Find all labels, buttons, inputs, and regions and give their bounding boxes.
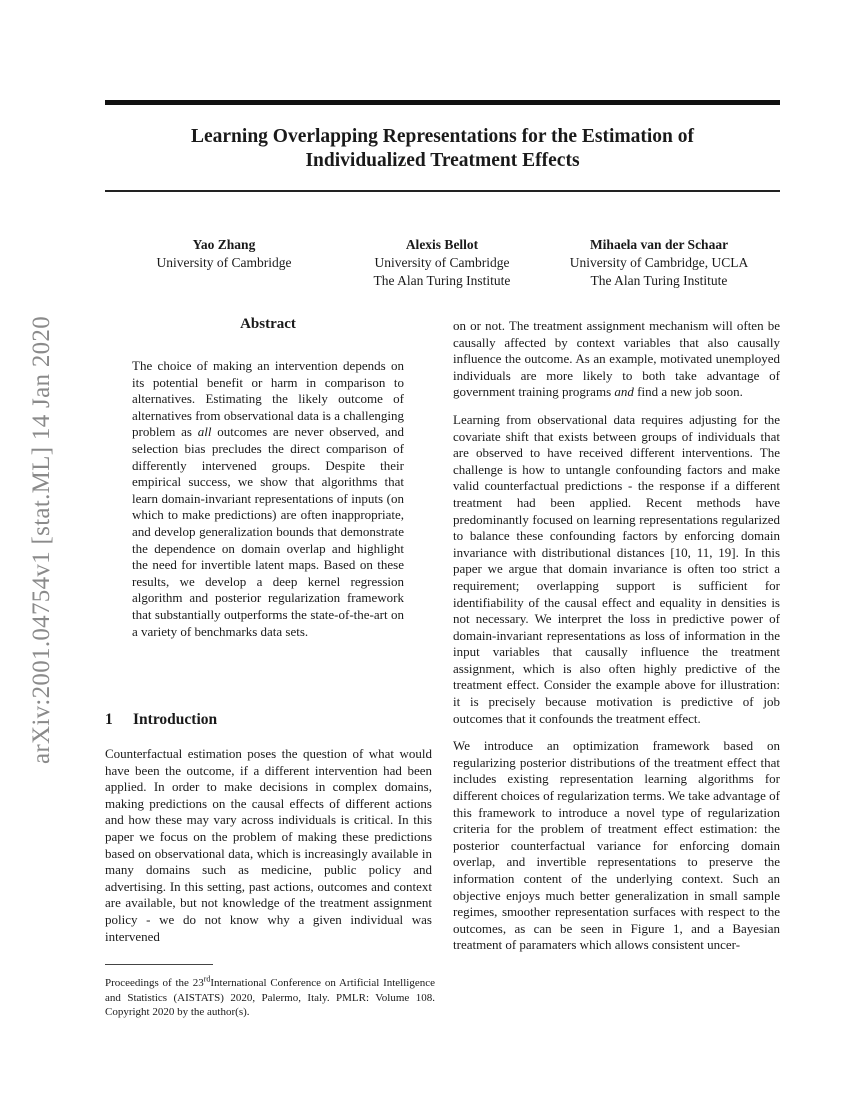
footnote-superscript: rd [203,974,211,984]
author-affiliation: University of Cambridge [156,255,292,270]
author-affiliation: The Alan Turing Institute [373,273,511,288]
author-block-2 [355,236,529,290]
section-heading-introduction [105,711,217,729]
author-name: Alexis Bellot [405,237,479,252]
intro-paragraph: Counterfactual estimation poses the question of what would have been the outcome, if a different intervention had been applied. In order to make decisions in complex domains, making predictions on the causal effects of different actions and how these may vary across individuals is critical. In this paper we focus on the problem of making these predictions based on observational data, which is increasingly available in many domains such as medicine, public policy and advertising. In this setting, past actions, outcomes and context are available, but not knowledge of the treatment assignment policy - we do not know why a given individual was intervened [105,746,432,944]
abstract-text-part: outcomes are never observed, and selection bias precludes the direct comparison of differently intervened groups. Despite their empirical success, we show that algorithms that learn domain-invariant representations of inputs (on which to make predictions) are often inappropriate, and develop generalization bounds that demonstrate the dependence on domain overlap and highlight the need for invertible latent maps. Based on these results, we develop a deep kernel regression algorithm and posterior regularization framework that substantially outperforms the state-of-the-art on a variety of benchmarks data sets. [132,424,405,639]
body-paragraph: We introduce an optimization framework based on regularizing posterior distributions of the treatment effect that includes existing representation learning algorithms for different choices of regularization terms. We take advantage of this framework to introduce a novel type of regularization criteria for the problem of treatment effect estimation: the posterior counterfactual variance for enforcing domain overlap, and invertible representations to preserve the information content of the underlying context. Such an objective enjoys much better generalization in small sample regimes, smoother representation surfaces with respect to the outcomes, as can be seen in Figure 1, and a Bayesian treatment of paramaters which allows consistent uncer- [453,738,780,953]
footnote-text: Proceedings of the 23 [105,977,204,989]
abstract-emphasis: all [197,424,212,440]
author-affiliation: University of Cambridge [374,255,510,270]
title-line-1: Learning Overlapping Representations for the Estimation of [190,126,695,147]
body-paragraph: Learning from observational data requires adjusting for the covariate shift that exists between groups of individuals that are observed to have received different interventions. The challenge is how to untangle confounding factors and make valid counterfactual predictions - the response if a different treatment had been applied. Recent methods have predominantly focused on learning representations regularized to balance these confounding factors by enforcing domain invariance with distributional distances [10, 11, 19]. In this paper we argue that domain invariance is often too strict a requirement; overlapping support is sufficient for identifiability of the causal effect and equality in densities is not necessary. We interpret the loss in predictive power of domain-invariant representations as loss of information in the input variables that causally influence the treatment assignment, which is also often highly predictive of the treatment effect. Consider the example above for illustration: it is precisely because motivation is predictive of job outcomes that it confounds the treatment effect. [453,411,780,726]
arxiv-identifier: arXiv:2001.04754v1 [stat.ML] 14 Jan 2020 [28,315,55,765]
section-number: 1 [105,711,113,728]
body-emphasis: and [614,384,634,400]
section-title: Introduction [133,711,218,728]
title-top-rule [105,100,780,105]
author-affiliation: The Alan Turing Institute [590,273,728,288]
author-name: Mihaela van der Schaar [589,237,729,252]
footnote-rule [105,964,213,965]
author-affiliation: University of Cambridge, UCLA [569,255,749,270]
title-line-2: Individualized Treatment Effects [305,150,580,171]
right-column [453,318,780,965]
footnote-text: International Conference on Artificial Intelligence and Statistics (AISTATS) 2020, Palermo, Italy. PMLR: Volume 108. Copyright 2020 by the author(s). [105,977,435,1018]
body-text: on or not. The treatment assignment mechanism will often be causally affected by context variables that also causally influence the outcome. As an example, motivated unemployed individuals are more likely to both take advantage of government training programs [453,318,780,400]
body-text: find a new job soon. [633,384,743,400]
author-block-3 [556,236,762,290]
abstract-text [132,358,404,640]
abstract-text-part: The choice of making an intervention depends on its potential benefit or harm in comparison to alternatives. Estimating the likely outcome of alternatives from observational data is a challenging problem as [132,358,404,440]
author-name: Yao Zhang [192,237,256,252]
paper-title [105,125,780,173]
body-paragraph [453,318,780,401]
abstract-heading: Abstract [240,316,296,332]
footnote [105,976,435,1020]
title-bottom-rule [105,190,780,192]
author-block-1 [148,236,300,272]
